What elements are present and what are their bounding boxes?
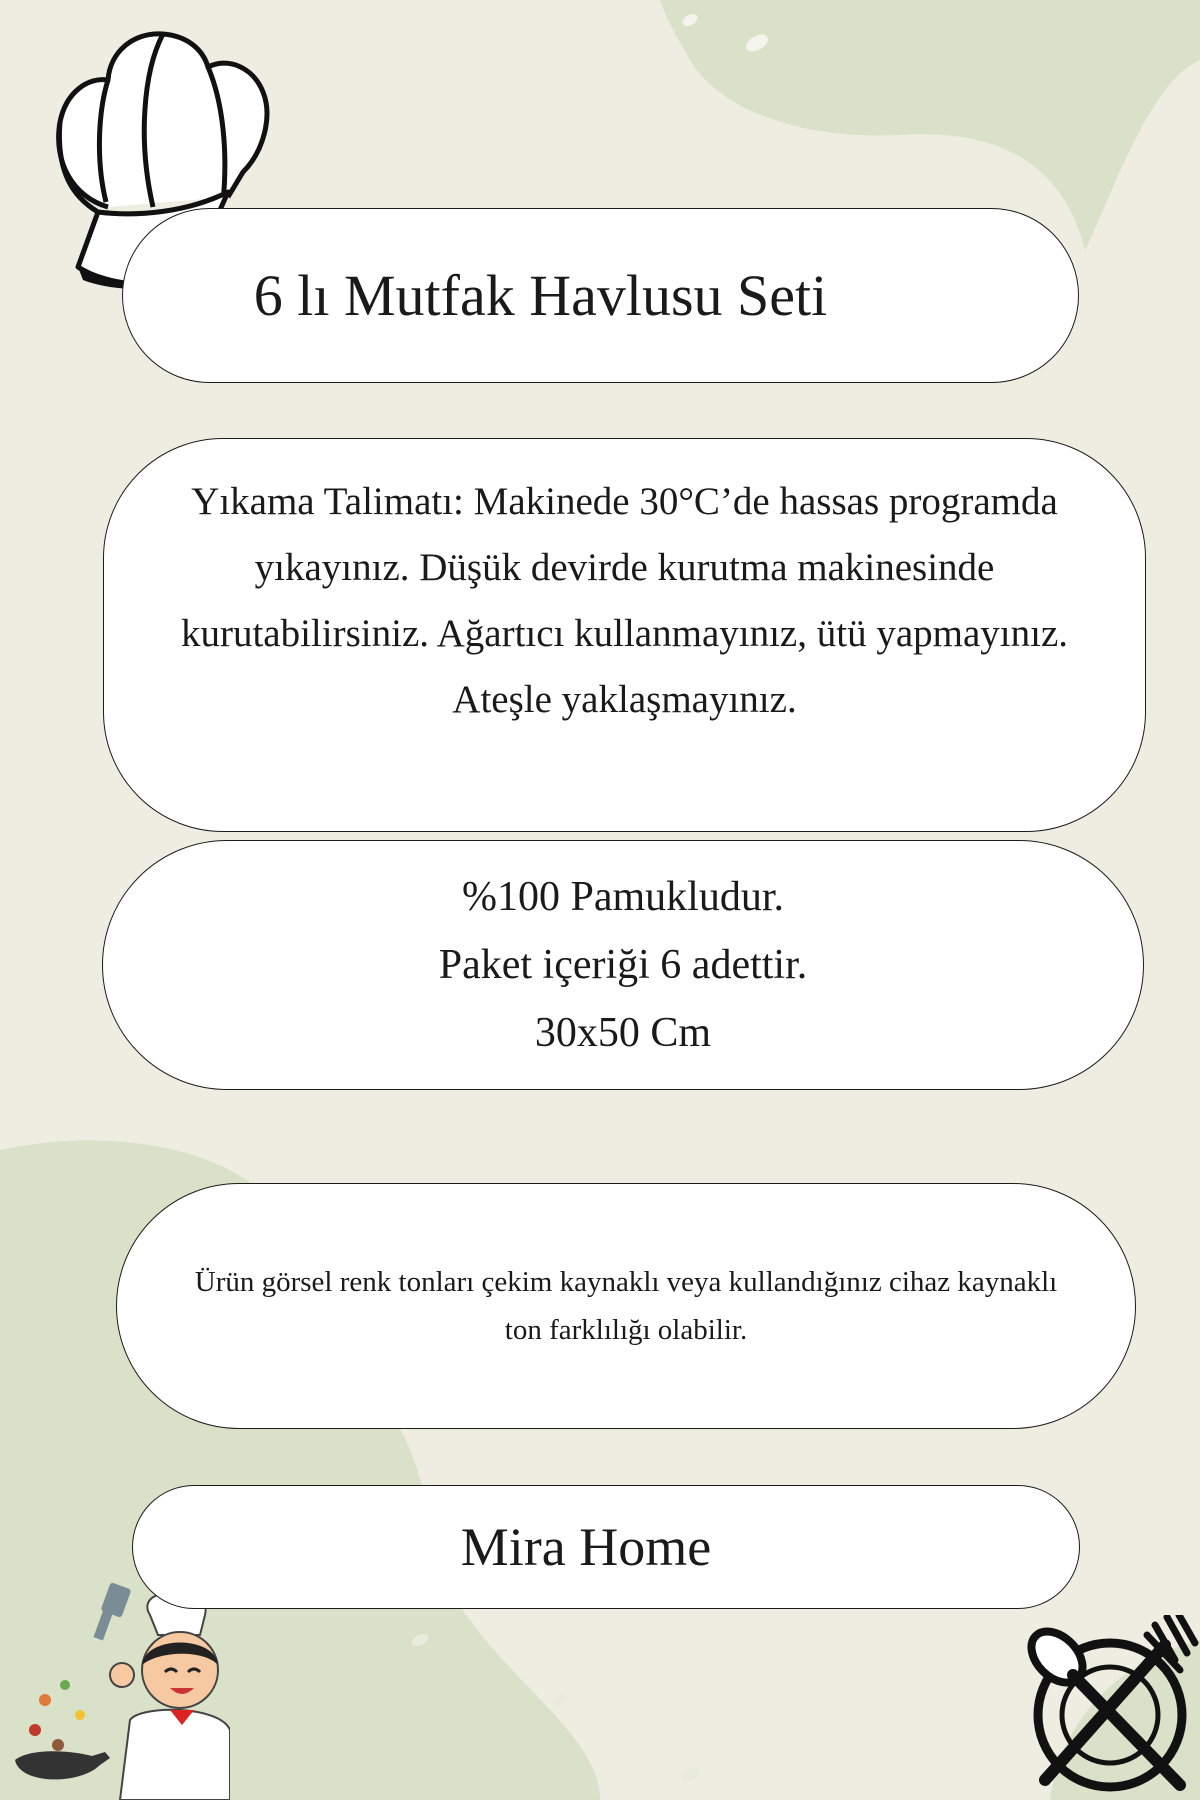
info-package: Paket içeriği 6 adettir. [438, 942, 808, 988]
plate-spoon-fork-icon [1015, 1615, 1200, 1800]
info-size: 30x50 Cm [534, 1010, 712, 1056]
wash-line-2: yıkayınız. Düşük devirde kurutma makinesinde [254, 546, 995, 589]
chef-cooking-illustration [10, 1580, 230, 1800]
note-line-1: Ürün görsel renk tonları çekim kaynaklı veya kullandığınız cihaz kaynaklı [194, 1266, 1058, 1298]
color-note-card [116, 1183, 1136, 1429]
product-info-card [102, 840, 1144, 1090]
brand-name: Mira Home [460, 1517, 712, 1577]
wash-line-3: kurutabilirsiniz. Ağartıcı kullanmayınız, ütü yapmayınız. [180, 612, 1069, 655]
page-title: 6 lı Mutfak Havlusu Seti [253, 263, 828, 328]
info-material: %100 Pamukludur. [462, 874, 784, 920]
note-line-2: ton farklılığı olabilir. [504, 1314, 748, 1346]
wash-instructions-card [103, 438, 1146, 832]
wash-line-1: Yıkama Talimatı: Makinede 30°C’de hassas programda [191, 480, 1058, 523]
wash-line-4: Ateşle yaklaşmayınız. [452, 678, 797, 721]
title-card [122, 208, 1079, 383]
brand-card [132, 1485, 1080, 1609]
